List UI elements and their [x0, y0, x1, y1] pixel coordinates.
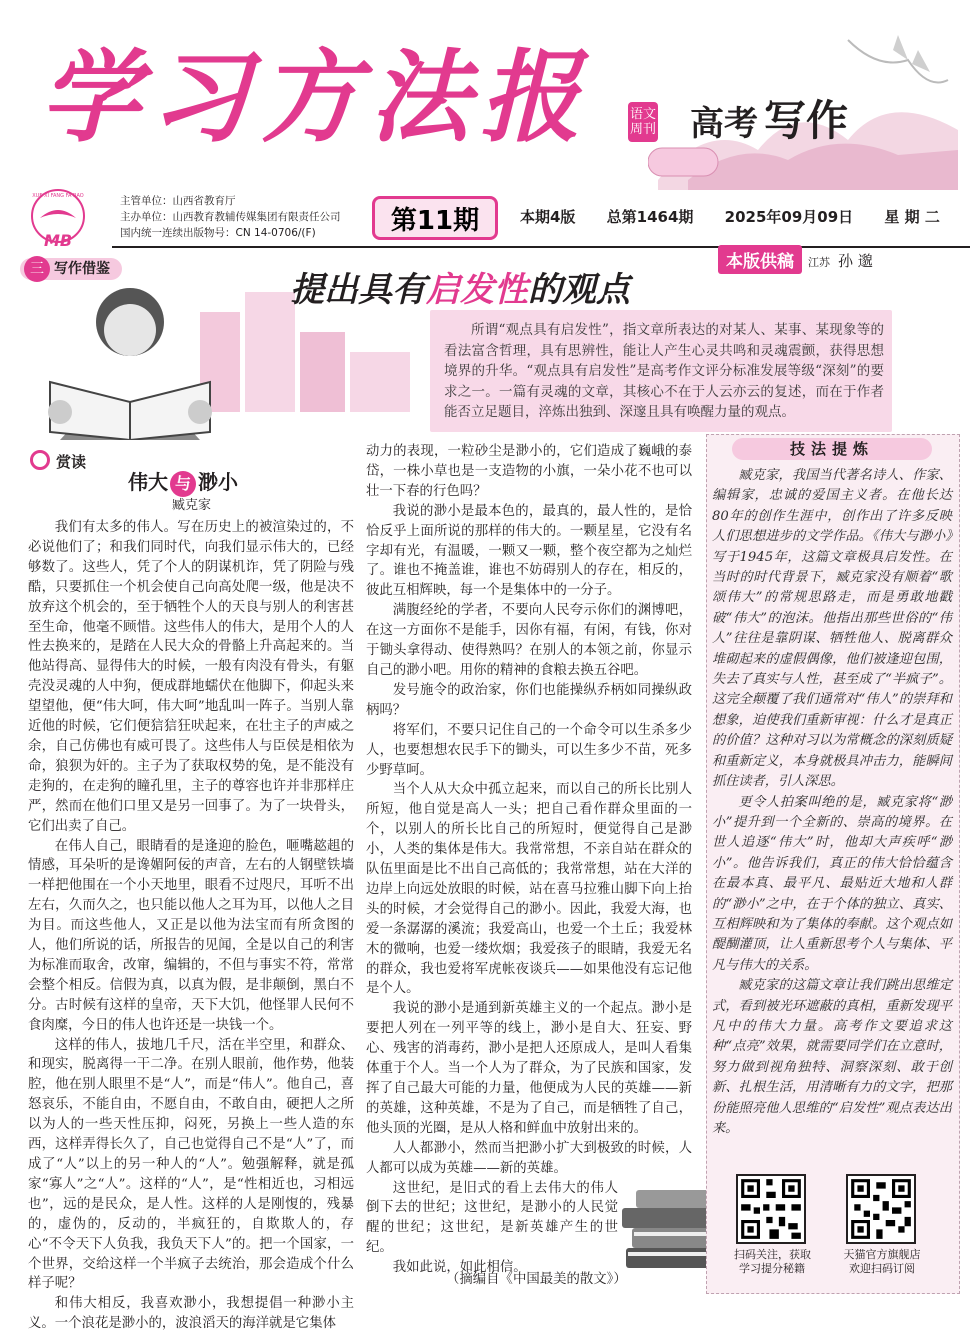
qr-caption-right: 天猫官方旗舰店 欢迎扫码订阅 — [843, 1248, 921, 1275]
publisher-info — [120, 193, 341, 241]
issue-weekday: 星 期 二 — [884, 208, 940, 226]
paragraph: 我说的渺小是最本色的，最真的，最人性的，是恰恰反乎上面所说的那样的伟大的。一颗星星，它没有名字却有光，有温暖，一颗又一颗，整个夜空都为之灿烂了。谁也不掩盖谁，谁也不妨碍别人的存在，相反的，彼此互相辉映，每一个是集体中的一分子。 — [366, 503, 692, 599]
newspaper-title: 学习方法报 — [40, 39, 590, 156]
paragraph: 人人都渺小，然而当把渺小扩大到极致的时候，人人都可以成为英雄——新的英雄。 — [366, 1140, 692, 1176]
article-author: 臧克家 — [172, 498, 212, 513]
paragraph: 我如此说，如此相信。 — [392, 1260, 527, 1276]
article-title: 伟大 与 渺小 — [128, 466, 238, 497]
paragraph: 在伟人自己，眼睛看的是逢迎的脸色，咂嘴趑趄的情感，耳朵听的是谗媚阿佞的声音，左右的人钢壁铁墙一样把他围在一个小天地里，眼看不过咫尺，耳听不出左右，久而久之，也只能以他人之耳为耳，以他人之目为目。而这些他人，又正是以他为法宝而有所贪图的人，他们所说的话，所报告的见闻，全是以自己的利害为标准而取舍，改窜，编辑的，不但与事实不符，常常会整个相反。信假为真，以真为假，是非颠倒，黑白不分。古时候有这样的皇帝，天下大饥，他怪罪人民何不食肉糜，今日的伟人也许还是一块钱一个。 — [28, 838, 354, 1033]
paragraph: 将军们，不要只记住自己的一个命令可以生杀多少人，也要想想农民手下的锄头，可以生多少不苗，死多少野草呵。 — [366, 722, 692, 778]
qr-code-tmall[interactable] — [846, 1174, 916, 1244]
paragraph: 这样的伟人，拔地几千尺，活在半空里，和群众、和现实，脱离得一干二净。在别人眼前，他作势，他装腔，他在别人眼里不是“人”，而是“伟人”。他自己，喜怒哀乐，不能自由，不愿自由，不敢自由，硬把人之所以为人的一些天性压抑，闷死，另换上一些人造的东西，这样弄得长久了，自己也觉得自己不是“人”了，而成了“人”以上的另一种人的“人”。勉强解释，就是孤家“寡人”之“人”。这样的“人”，是“性相近也，习相远也”，远的是民众，是人性。这样的人是刚愎的，残暴的，虚伪的，反动的，半疯狂的，自欺欺人的，存心“不令天下人负我，我负天下人”的。把一个国家，一个世界，交给这样一个半疯子去统治，那会造成个什么样子呢？ — [28, 1037, 354, 1292]
article-source: （摘编自《中国最美的散文》） — [446, 1272, 627, 1287]
newspaper-subtitle: 语文周刊 — [628, 102, 658, 142]
magnifier-icon — [30, 450, 50, 470]
byline-tag: 本版供稿 — [718, 245, 802, 274]
publisher-logo — [12, 188, 104, 250]
logo-text: XUE XI FANG FA BAO — [32, 193, 84, 199]
total-issue: 总第1464期 — [606, 208, 694, 226]
feature-headline: 提出具有启发性的观点 — [290, 270, 630, 310]
byline: 江苏 孙 邈 — [808, 252, 873, 270]
paragraph: 更令人拍案叫绝的是，臧克家将“渺小”提升到一个全新的、崇高的境界。在世人追逐“伟大”时，他却大声疾呼“渺小”。他告诉我们，真正的伟大恰恰蕴含在最本真、最平凡、最贴近大地和人群的“渺小”之中，在于个体的独立、真实、互相辉映和为了集体的奉献。这个观点如醍醐灌顶，让人重新思考个人与集体、平凡与伟大的关系。 — [712, 794, 952, 973]
header-divider — [112, 246, 970, 248]
issue-date: 2025年09月09日 — [724, 208, 854, 226]
paragraph: 和伟大相反，我喜欢渺小，我想提倡一种渺小主义。一个浪花是渺小的，波浪滔天的海洋就是它集体 — [28, 1296, 354, 1332]
qr-code-wechat[interactable] — [736, 1174, 806, 1244]
paragraph: 发号施令的政治家，你们也能操纵乔柄如同操纵政柄吗？ — [366, 682, 692, 718]
sidebar-title: 技法提炼 — [732, 438, 932, 460]
page-count: 本期4版 — [520, 208, 576, 226]
paragraph: 我们有太多的伟人。写在历史上的被渲染过的，不必说他们了；和我们同时代，向我们显示伟大的，已经够数了。这些人，凭了个人的阴谋机诈，凭了阴险与残酷，只要抓住一个机会使自己向高处爬一级，他是决不放弃这个机会的，至于牺牲个人的天良与别人的利害甚至生命，他毫不顾惜。这些伟人的伟大，是用个人的人性去换来的，是踏在人民大众的骨骼上升高起来的。当他站得高、显得伟大的时候，一般有肉没有骨头，有躯壳没灵魂的人中狗，便成群地蠕伏在他脚下，仰起头来望望他，便“伟大呵，伟大呵”地乱叫一阵子。当别人靠近他的时候，它们便狺狺狂吠起来，在壮主子的声威之余，自己仿佛也有威可畏了。这些伟人与臣侯是相依为命，狼狈为奸的。主子为了获取权势的兔，是不能没有走狗的，在走狗的瞳孔里，主子的尊容也许并非那样庄严，然而在他们口里又是另一回事了。为了一块骨头，它们出卖了自己。 — [28, 520, 354, 834]
paragraph: 臧克家，我国当代著名诗人、作家、编辑家，忠诚的爱国主义者。在他长达80年的创作生涯中，创作出了许多反映人们思想进步的文学作品。《伟大与渺小》写于1945年，这篇文章极具启发性。在当时的时代背景下，臧克家没有顺着“歌颂伟大”的常规思路走，而是勇敢地戳破“伟大”的泡沫。他指出那些世俗的“伟人”往往是靠阴谋、牺牲他人、脱离群众堆砌起来的虚假偶像，他们被逢迎包围，失去了真实与人性，甚至成了“半疯子”。这完全颠覆了我们通常对“伟人”的崇拜和想象，迫使我们重新审视：什么才是真正的价值？这种对习以为常概念的深刻质疑和重新定义，本身就极具冲击力，能瞬间抓住读者，引人深思。 — [712, 468, 952, 790]
article-column-2 — [366, 442, 692, 1278]
article-column-1 — [28, 518, 354, 1334]
sidebar-text — [712, 466, 952, 1139]
paragraph: 这世纪，是旧式的看上去伟大的伟人倒下去的世纪；这世纪，是渺小的人民觉醒的世纪；这世纪，是新英雄产生的世纪。 — [366, 1180, 618, 1256]
org-line: 国内统一连续出版物号：CN 14-0706/(F) — [120, 227, 316, 239]
logo-mark: MB — [43, 231, 73, 250]
section-name: 高考 写作 — [690, 96, 849, 145]
paragraph: 动力的表现，一粒砂尘是渺小的，它们造成了巍峨的泰岱，一株小草也是一支造物的小旗，一朵小花不也可以壮一下春的行色吗？ — [366, 444, 692, 499]
qr-caption-left: 扫码关注，获取 学习提分秘籍 — [734, 1248, 811, 1275]
column-tag: 写作借鉴 — [20, 258, 122, 280]
issue-number: 第11期 — [372, 196, 498, 240]
paragraph: 满腹经纶的学者，不要向人民夸示你们的渊博吧，在这一方面你不是能手，因你有福，有闲，有钱，你对于锄头拿得动、使得熟吗？在别人的本领之前，你显示自己的渺小吧。用你的精神的食粮去换五谷吧。 — [366, 603, 692, 678]
column-tag-icon: 三 — [24, 256, 50, 282]
org-line: 主管单位：山西省教育厅 — [120, 195, 236, 207]
feature-intro: 所谓“观点具有启发性”，指文章所表达的对某人、某事、某现象等的看法富含哲理，具有思辨性，能让人产生心灵共鸣和灵魂震颤，获得思想境界的升华。“观点具有启发性”是高考作文评分标准发展等级“深刻”的要求之一。一篇有灵魂的文章，其核心不在于人云亦云的复述，而在于作者能否立足题目，淬炼出独到、深邃且具有唤醒力量的观点。 — [444, 322, 884, 420]
paragraph: 当个人从大众中孤立起来，而以自己的所长比别人所短，他自觉是高人一头；把自己看作群众里面的一个，以别人的所长比自己的所短时，便觉得自己是渺小，人类的集体是伟大。我常常想，不亲自站在群众的队伍里面是比不出自己高低的；我常常想，站在大洋的边岸上向远处放眼的时候，站在喜马拉雅山脚下向上抬头的时候，才会觉得自己的渺小。因此，我爱大海，也爱一条潺潺的溪流；我爱高山，也爱一个土丘；我爱林木的微响，也爱一缕炊烟；我爱孩子的眼睛，我爱无名的群众，我也爱将军虎帐夜谈兵——如果他没有忘记他是个人。 — [366, 782, 692, 997]
paragraph: 我说的渺小是通到新英雄主义的一个起点。渺小是要把人列在一列平等的线上，渺小是自大、狂妄、野心、残害的消毒药，渺小是把人还原成人，是叫人看集体重于个人。当一个人为了群众，为了民族和国家，发挥了自己最大可能的力量，他便成为人民的英雄——新的英雄，这种英雄，不是为了自己，而是牺牲了自己，他头顶的光圈，是从人格和鲜血中放射出来的。 — [366, 1001, 692, 1136]
issue-meta — [520, 206, 940, 227]
section-label: 赏读 — [56, 453, 87, 471]
org-line: 主办单位：山西教育教辅传媒集团有限责任公司 — [120, 211, 341, 223]
paragraph: 臧克家的这篇文章让我们跳出思维定式，看到被光环遮蔽的真相，重新发现平凡中的伟大力量。高考作文要追求这种“点亮”效果，就需要同学们在立意时，努力做到视角独特、洞察深刻、敢于创新、扎根生活，用清晰有力的文字，把那份能照亮他人思维的“启发性”观点表达出来。 — [712, 978, 952, 1136]
